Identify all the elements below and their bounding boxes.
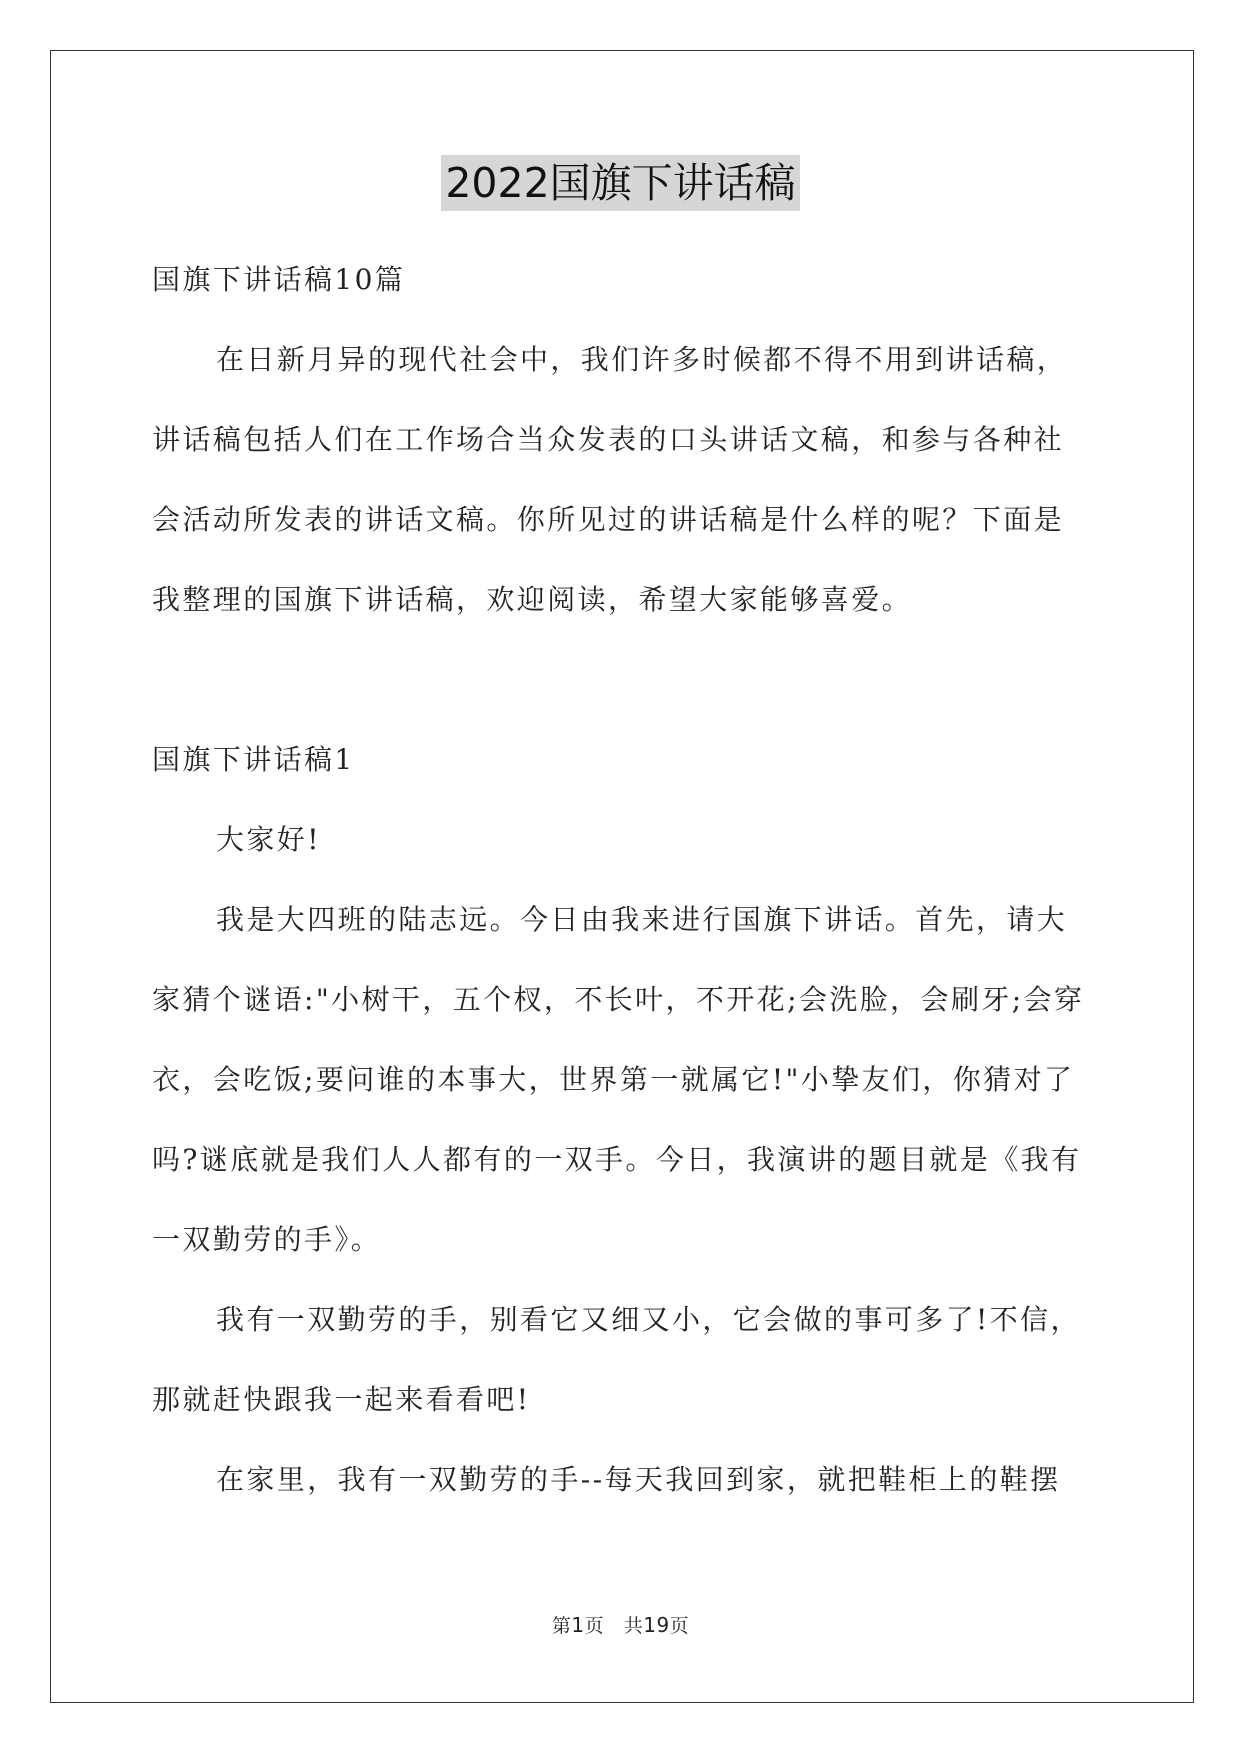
greeting-paragraph: 大家好!: [216, 823, 321, 856]
section-heading-collection: 国旗下讲话稿10篇: [152, 263, 406, 296]
body-paragraph: 在家里，我有一双勤劳的手--每天我回到家，就把鞋柜上的鞋摆: [216, 1463, 1061, 1496]
document-title: [0, 155, 1241, 211]
total-pages: 19: [643, 1613, 670, 1637]
intro-paragraph: 在日新月异的现代社会中，我们许多时候都不得不用到讲话稿，讲话稿包括人们在工作场合当众发表的口头讲话文稿，和参与各种社会活动所发表的讲话文稿。你所见过的讲话稿是什么样的呢？下面是我整理的国旗下讲话稿，欢迎阅读，希望大家能够喜爱。: [152, 343, 1068, 616]
body-paragraph: 我是大四班的陆志远。今日由我来进行国旗下讲话。首先，请大家猜个谜语:"小树干，五个杈，不长叶，不开花;会洗脸，会刷牙;会穿衣，会吃饭;要问谁的本事大，世界第一就属它!"小挚友们，你猜对了吗?谜底就是我们人人都有的一双手。今日，我演讲的题目就是《我有一双勤劳的手》。: [152, 903, 1085, 1256]
total-suffix: 页: [669, 1615, 690, 1637]
page-number: 1: [571, 1613, 585, 1637]
page-prefix: 第: [551, 1615, 572, 1637]
document-title-text: 2022国旗下讲话稿: [441, 155, 799, 211]
total-prefix: 共: [623, 1615, 644, 1637]
body-paragraph: 我有一双勤劳的手，别看它又细又小，它会做的事可多了!不信，那就赶快跟我一起来看看吧!: [152, 1303, 1081, 1416]
section-heading-speech-1: 国旗下讲话稿1: [152, 743, 355, 776]
page-footer: [0, 1611, 1241, 1638]
page-suffix: 页: [584, 1615, 605, 1637]
document-body: [152, 240, 1092, 1520]
paragraph-spacer: [152, 640, 1092, 720]
